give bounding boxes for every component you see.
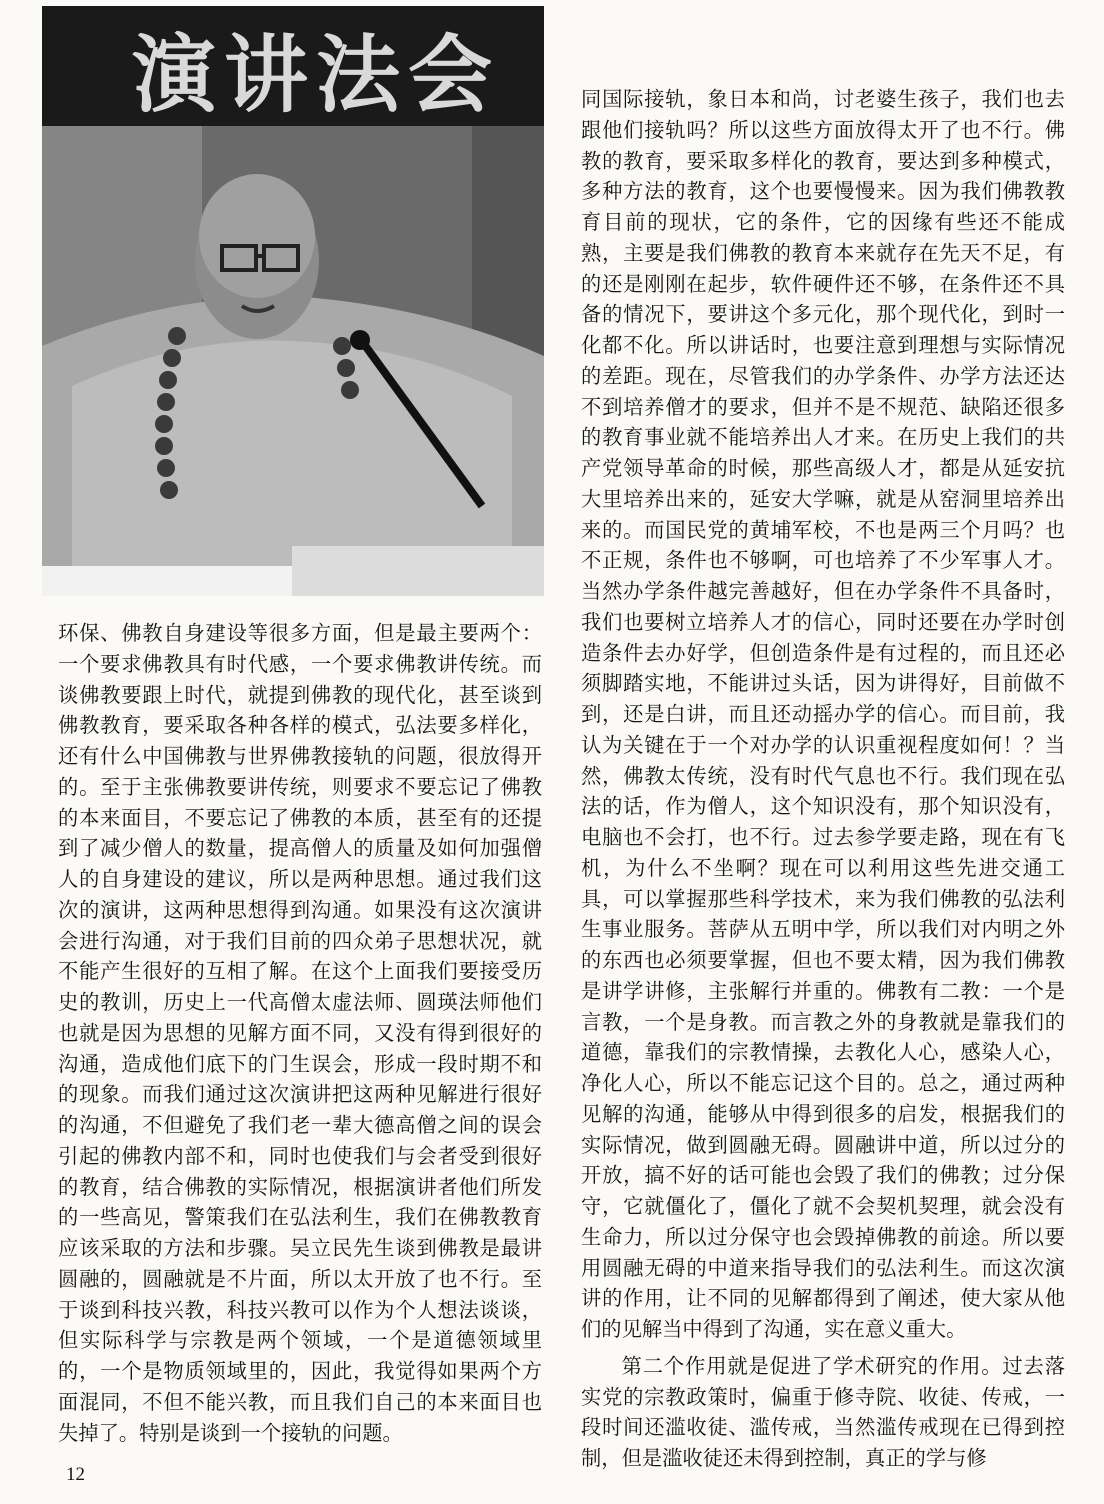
left-text-column (58, 618, 542, 1448)
banner-text: 演讲法会 (132, 26, 501, 124)
left-paragraph: 环保、佛教自身建设等很多方面，但是最主要两个：一个要求佛教具有时代感，一个要求佛教讲传统。而谈佛教要跟上时代，就提到佛教的现代化，甚至谈到佛教教育，要采取各种各样的模式，弘法要多样化，还有什么中国佛教与世界佛教接轨的问题，很放得开的。至于主张佛教要讲传统，则要求不要忘记了佛教的本来面目，不要忘记了佛教的本质，甚至有的还提到了减少僧人的数量，提高僧人的质量及如何加强僧人的自身建设的建议，所以是两种思想。通过我们这次的演讲，这两种思想得到沟通。如果没有这次演讲会进行沟通，对于我们目前的四众弟子思想状况，就不能产生很好的互相了解。在这个上面我们要接受历史的教训，历史上一代高僧太虚法师、圆瑛法师他们也就是因为思想的见解方面不同，又没有得到很好的沟通，造成他们底下的门生误会，形成一段时期不和的现象。而我们通过这次演讲把这两种见解进行很好的沟通，不但避免了我们老一辈大德高僧之间的误会引起的佛教内部不和，同时也使我们与会者受到很好的教育，结合佛教的实际情况，根据演讲者他们所发的一些高见，警策我们在弘法利生，我们在佛教教育应该采取的方法和步骤。吴立民先生谈到佛教是最讲圆融的，圆融就是不片面，所以太开放了也不行。至于谈到科技兴教，科技兴教可以作为个人想法谈谈，但实际科学与宗教是两个领域，一个是道德领域里的，一个是物质领域里的，因此，我觉得如果两个方面混同，不但不能兴教，而且我们自己的本来面目也失掉了。特别是谈到一个接轨的问题。 (58, 621, 542, 1445)
speaker-photo (42, 6, 544, 596)
right-paragraph-2: 第二个作用就是促进了学术研究的作用。过去落实党的宗教政策时，偏重于修寺院、收徒、传戒，一段时间还滥收徒、滥传戒，当然滥传戒现在已得到控制，但是滥收徒还未得到控制，真正的学与修 (581, 1353, 1065, 1470)
right-paragraph-1: 同国际接轨，象日本和尚，讨老婆生孩子，我们也去跟他们接轨吗？所以这些方面放得太开了也不行。佛教的教育，要采取多样化的教育，要达到多种模式，多种方法的教育，这个也要慢慢来。因为我们佛教教育目前的现状，它的条件，它的因缘有些还不能成熟，主要是我们佛教的教育本来就存在先天不足，有的还是刚刚在起步，软件硬件还不够，在条件还不具备的情况下，要讲这个多元化，那个现代化，到时一化都不化。所以讲话时，也要注意到理想与实际情况的差距。现在，尽管我们的办学条件、办学方法还达不到培养僧才的要求，但并不是不规范、缺陷还很多的教育事业就不能培养出人才来。在历史上我们的共产党领导革命的时候，那些高级人才，都是从延安抗大里培养出来的，延安大学嘛，就是从窑洞里培养出来的。而国民党的黄埔军校，不也是两三个月吗？也不正规，条件也不够啊，可也培养了不少军事人才。当然办学条件越完善越好，但在办学条件不具备时，我们也要树立培养人才的信心，同时还要在办学时创造条件去办好学，但创造条件是有过程的，而且还必须脚踏实地，不能讲过头话，因为讲得好，目前做不到，还是白讲，而且还动摇办学的信心。而目前，我认为关键在于一个对办学的认识重视程度如何！？当然，佛教太传统，没有时代气息也不行。我们现在弘法的话，作为僧人，这个知识没有，那个知识没有，电脑也不会打，也不行。过去参学要走路，现在有飞机，为什么不坐啊？现在可以利用这些先进交通工具，可以掌握那些科学技术，来为我们佛教的弘法利生事业服务。菩萨从五明中学，所以我们对内明之外的东西也必须要掌握，但也不要太精，因为我们佛教是讲学讲修，主张解行并重的。佛教有二教：一个是言教，一个是身教。而言教之外的身教就是靠我们的道德，靠我们的宗教情操，去教化人心，感染人心，净化人心，所以不能忘记这个目的。总之，通过两种见解的沟通，能够从中得到很多的启发，根据我们的实际情况，做到圆融无碍。圆融讲中道，所以过分的开放，搞不好的话可能也会毁了我们的佛教；过分保守，它就僵化了，僵化了就不会契机契理，就会没有生命力，所以过分保守也会毁掉佛教的前途。所以要用圆融无碍的中道来指导我们的弘法利生。而这次演讲的作用，让不同的见解都得到了阐述，使大家从他们的见解当中得到了沟通，实在意义重大。 (581, 87, 1065, 1341)
speaker-at-microphone-photo (42, 6, 544, 596)
page-number: 12 (66, 1464, 85, 1485)
right-text-column (581, 84, 1065, 1474)
